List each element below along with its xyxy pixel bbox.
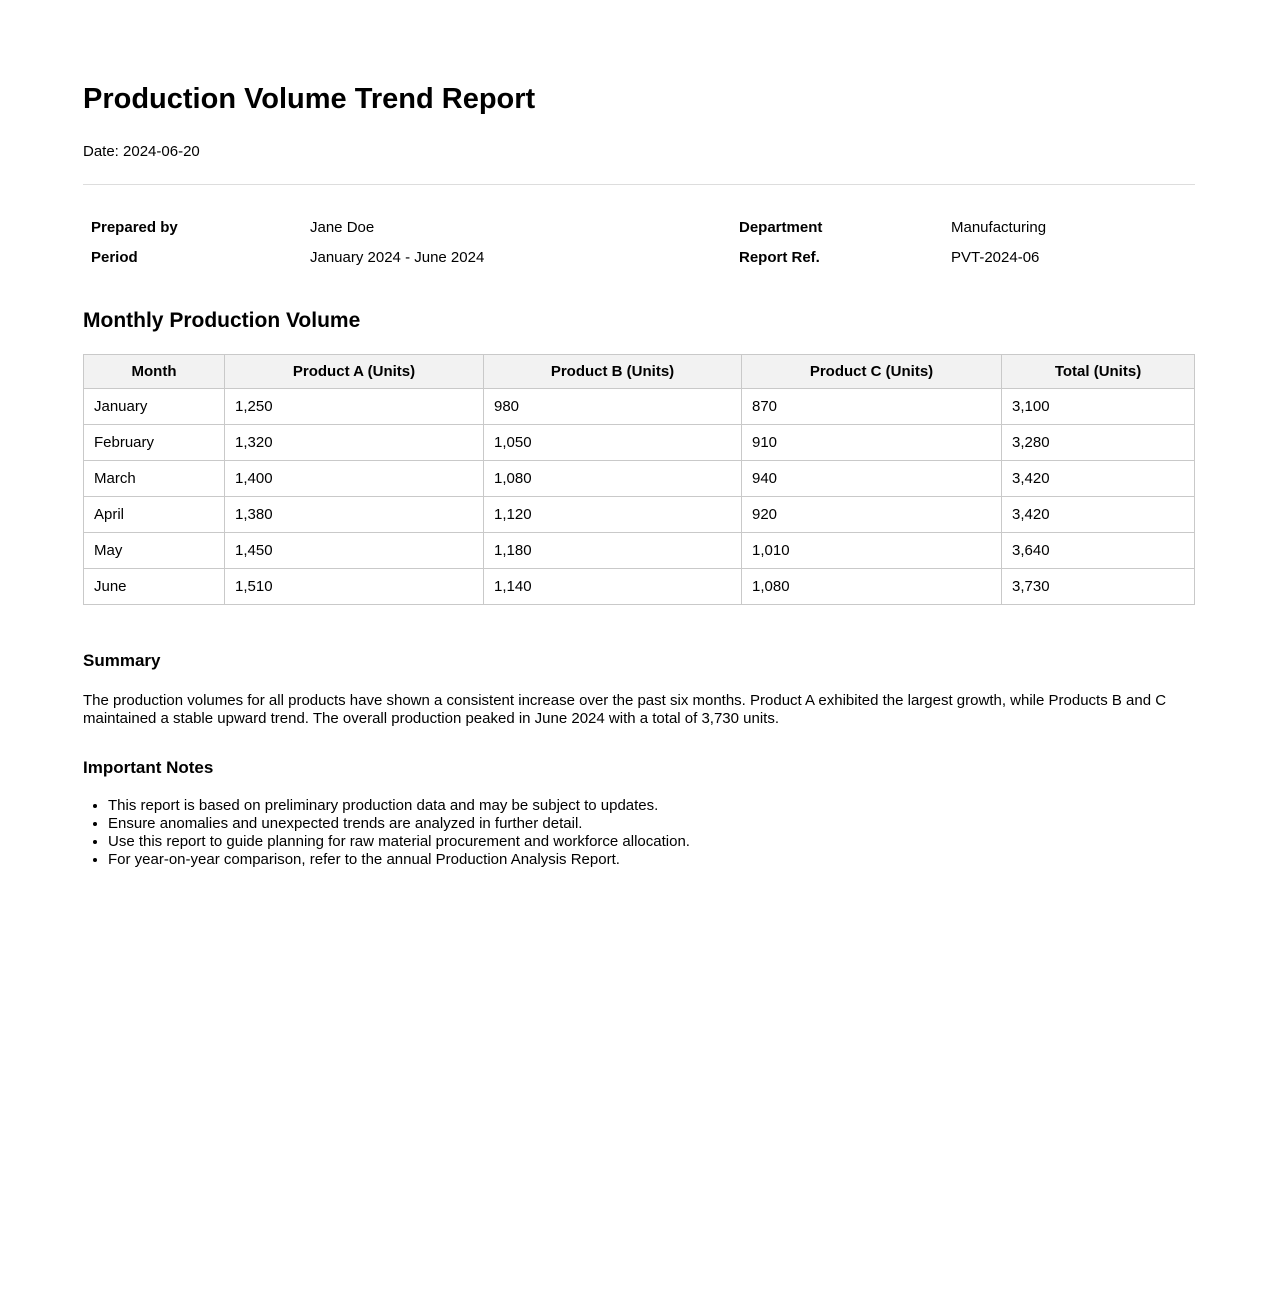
header-product-a: Product A (Units) (225, 354, 484, 388)
notes-heading: Important Notes (83, 757, 214, 777)
note-item: • Ensure anomalies and unexpected trends are analyzed in further detail. (108, 815, 1195, 833)
cell-product-a: 1,380 (225, 496, 484, 532)
report-ref-value: PVT-2024-06 (951, 248, 1040, 266)
report-metadata (83, 219, 1195, 266)
page-title: Production Volume Trend Report (83, 83, 536, 115)
table-row (84, 388, 1195, 424)
cell-product-c: 940 (742, 460, 1002, 496)
cell-product-b: 1,080 (484, 460, 742, 496)
cell-product-a: 1,450 (225, 532, 484, 568)
cell-month: May (84, 532, 225, 568)
cell-month: February (84, 424, 225, 460)
cell-total: 3,420 (1002, 496, 1195, 532)
department-label: Department (739, 218, 823, 236)
cell-total: 3,280 (1002, 424, 1195, 460)
cell-product-c: 1,010 (742, 532, 1002, 568)
period-label: Period (91, 248, 138, 266)
note-item: • Use this report to guide planning for raw material procurement and workforce allocation. (108, 833, 1195, 851)
header-month: Month (84, 354, 225, 388)
table-row (84, 496, 1195, 532)
table-row (84, 424, 1195, 460)
period-value: January 2024 - June 2024 (310, 248, 485, 266)
cell-product-a: 1,250 (225, 388, 484, 424)
cell-total: 3,730 (1002, 568, 1195, 604)
report-ref-label: Report Ref. (739, 248, 820, 266)
table-row (84, 460, 1195, 496)
cell-total: 3,100 (1002, 388, 1195, 424)
cell-product-b: 1,050 (484, 424, 742, 460)
cell-total: 3,640 (1002, 532, 1195, 568)
header-product-c: Product C (Units) (742, 354, 1002, 388)
cell-product-c: 1,080 (742, 568, 1002, 604)
report-date: Date: 2024-06-20 (83, 142, 200, 160)
prepared-by-value: Jane Doe (310, 218, 375, 236)
cell-product-a: 1,400 (225, 460, 484, 496)
prepared-by-label: Prepared by (91, 218, 178, 236)
cell-product-b: 1,120 (484, 496, 742, 532)
cell-product-a: 1,510 (225, 568, 484, 604)
cell-total: 3,420 (1002, 460, 1195, 496)
production-table (83, 354, 1195, 605)
header-total: Total (Units) (1002, 354, 1195, 388)
header-product-b: Product B (Units) (484, 354, 742, 388)
cell-product-c: 870 (742, 388, 1002, 424)
cell-product-a: 1,320 (225, 424, 484, 460)
cell-product-b: 1,140 (484, 568, 742, 604)
note-item: • This report is based on preliminary production data and may be subject to updates. (108, 797, 1195, 815)
table-row (84, 568, 1195, 604)
table-section-heading: Monthly Production Volume (83, 308, 361, 332)
cell-month: January (84, 388, 225, 424)
cell-month: June (84, 568, 225, 604)
note-item: • For year-on-year comparison, refer to the annual Production Analysis Report. (108, 851, 1195, 869)
department-value: Manufacturing (951, 218, 1047, 236)
cell-product-c: 910 (742, 424, 1002, 460)
table-row (84, 532, 1195, 568)
cell-month: March (84, 460, 225, 496)
notes-list (83, 797, 1195, 869)
divider (83, 184, 1195, 185)
summary-heading: Summary (83, 650, 161, 670)
cell-product-b: 980 (484, 388, 742, 424)
summary-text: The production volumes for all products have shown a consistent increase over the past six months. Product A exhibited the largest growth, while Products B and C maintained a stable upward trend. The overall production peaked in June 2024 with a total of 3,730 units. (83, 691, 1167, 727)
cell-product-c: 920 (742, 496, 1002, 532)
table-header-row (84, 354, 1195, 388)
cell-product-b: 1,180 (484, 532, 742, 568)
cell-month: April (84, 496, 225, 532)
